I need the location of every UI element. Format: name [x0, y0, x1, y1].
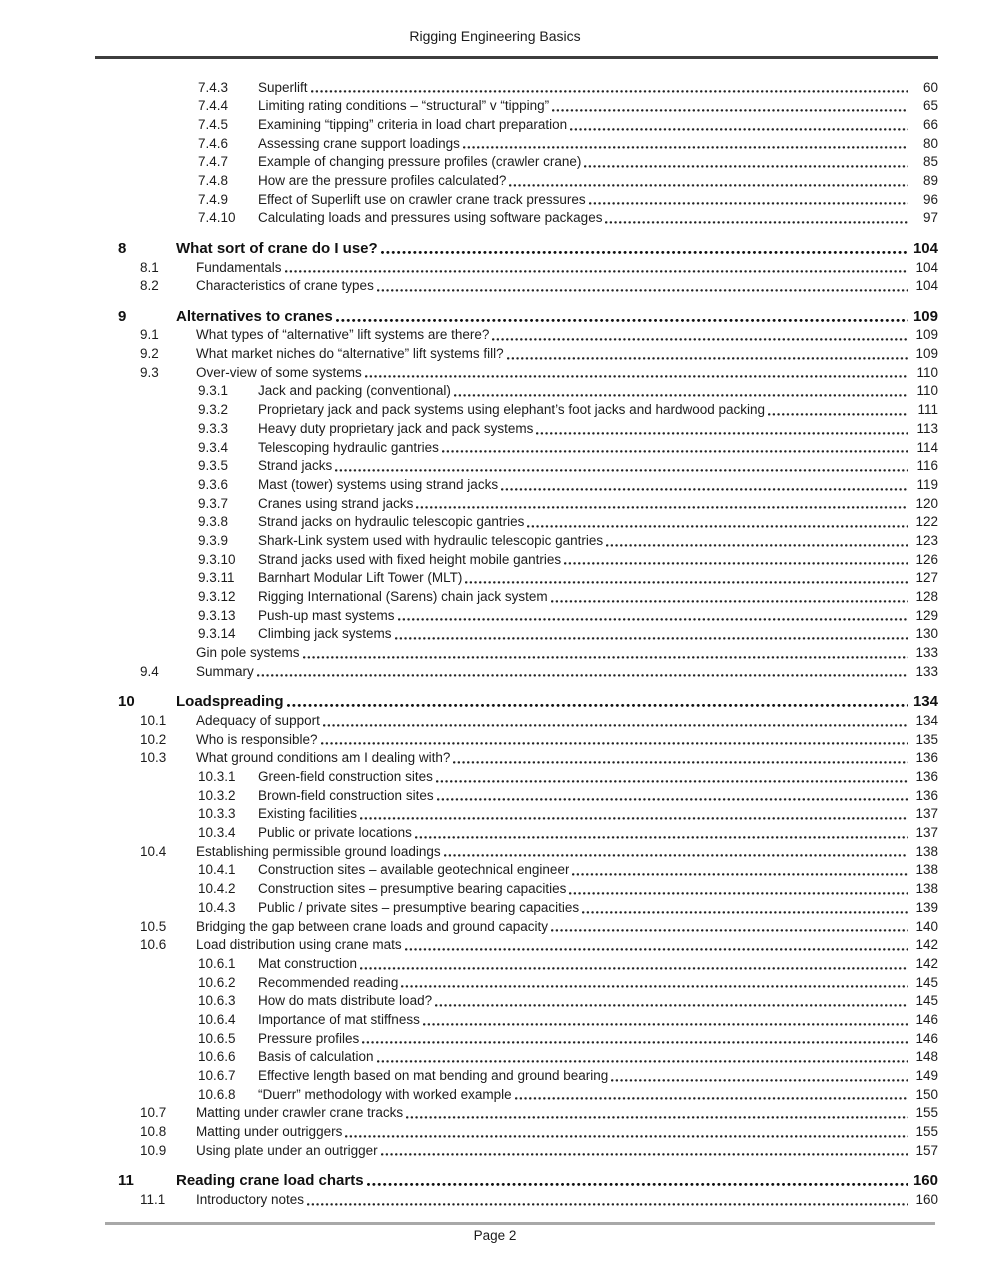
toc-entry-title: Existing facilities [258, 806, 358, 822]
toc-entry-page: 89 [922, 172, 938, 188]
toc-entry-number: 10.3.4 [198, 825, 236, 841]
toc-entry-title: Cranes using strand jacks [258, 495, 414, 511]
toc-entry-page: 142 [915, 937, 938, 953]
dot-leader [336, 318, 908, 323]
dot-leader [311, 89, 908, 94]
toc-entry-number: 10.4.3 [198, 899, 236, 915]
toc-entry-number: 7.4.8 [198, 172, 229, 188]
toc-entry [95, 135, 938, 154]
toc-entry-number: 10.6.5 [198, 1030, 236, 1046]
toc-entry-title: Who is responsible? [196, 731, 318, 747]
toc-entry-title: Matting under outriggers [196, 1124, 343, 1140]
toc-entry-number: 9.3.6 [198, 476, 229, 492]
toc-entry-number: 9.3.10 [198, 551, 236, 567]
toc-entry [95, 172, 938, 191]
toc-entry-title: Public or private locations [258, 825, 412, 841]
dot-leader [307, 1202, 908, 1207]
toc-entry-page: 142 [915, 955, 938, 971]
toc-entry-number: 8.1 [140, 259, 159, 275]
toc-entry-title: Construction sites – available geotechnical engineer [258, 862, 570, 878]
toc-entry-page: 80 [922, 135, 938, 151]
toc-entry-title: Pressure profiles [258, 1030, 360, 1046]
dot-leader [552, 108, 908, 113]
toc-entry [95, 805, 938, 824]
toc-entry-number: 10.6.1 [198, 955, 236, 971]
page-number-footer: Page 2 [473, 1228, 517, 1243]
toc-entry [95, 1104, 938, 1123]
toc-entry [95, 209, 938, 228]
toc-entry-page: 148 [915, 1049, 938, 1065]
toc-entry-number: 10.5 [140, 918, 167, 934]
toc-entry-number: 8 [118, 240, 127, 257]
toc-entry-title: Example of changing pressure profiles (crawler crane) [258, 154, 582, 170]
toc-entry-page: 146 [915, 1030, 938, 1046]
toc-entry-number: 9.3.3 [198, 420, 229, 436]
dot-leader [287, 703, 908, 708]
toc-entry-page: 113 [916, 420, 938, 436]
toc-entry-title: Mat construction [258, 955, 358, 971]
dot-leader [606, 543, 908, 548]
toc-entry [95, 787, 938, 806]
toc-entry-title: Matting under crawler crane tracks [196, 1105, 404, 1121]
toc-entry-page: 137 [915, 825, 938, 841]
toc-entry [95, 382, 938, 401]
toc-entry-page: 114 [916, 439, 938, 455]
toc-entry-title: Adequacy of support [196, 712, 320, 728]
toc-entry [95, 457, 938, 476]
toc-entry-title: Assessing crane support loadings [258, 135, 460, 151]
toc-entry-page: 130 [915, 626, 938, 642]
toc-entry-title: Barnhart Modular Lift Tower (MLT) [258, 570, 463, 586]
toc-entry [95, 880, 938, 899]
dot-leader [436, 779, 908, 784]
toc-entry-page: 136 [915, 750, 938, 766]
toc-entry [95, 1011, 938, 1030]
dot-leader [572, 872, 908, 877]
toc-entry-page: 128 [915, 589, 938, 604]
toc-entry-number: 10.6.2 [198, 974, 236, 990]
toc-entry-page: 155 [915, 1124, 938, 1140]
toc-entry-number: 10.4.2 [198, 881, 236, 897]
dot-leader [582, 910, 908, 915]
toc-entry-number: 10.6.8 [198, 1086, 236, 1102]
toc-entry-title: Importance of mat stiffness [258, 1011, 420, 1027]
toc-entry-page: 138 [915, 862, 938, 878]
toc-entry-page: 104 [915, 278, 938, 294]
toc-entry-number: 9.3.7 [198, 495, 229, 511]
toc-entry-title: Green-field construction sites [258, 769, 433, 784]
toc-entry-number: 9.2 [140, 346, 159, 362]
toc-entry-number: 7.4.9 [198, 191, 229, 207]
toc-entry [95, 532, 938, 551]
toc-entry [95, 1030, 938, 1049]
toc-entry-number: 9.3.4 [198, 439, 229, 455]
dot-leader [507, 356, 908, 361]
toc-entry-number: 10.7 [140, 1105, 167, 1121]
dot-leader [321, 741, 908, 746]
toc-entry [95, 1067, 938, 1086]
dot-leader [362, 1040, 908, 1045]
toc-entry-title: How do mats distribute load? [258, 993, 433, 1009]
toc-entry-page: 140 [915, 918, 938, 934]
dot-leader [453, 760, 908, 765]
toc-entry-number: 9.3.12 [198, 589, 236, 604]
dot-leader [509, 183, 908, 188]
dot-leader [515, 1096, 908, 1101]
dot-leader [465, 580, 908, 585]
toc-entry [95, 1142, 938, 1161]
toc-entry [95, 326, 938, 345]
toc-entry-number: 10.1 [140, 712, 167, 728]
dot-leader [365, 374, 908, 379]
toc-entry [95, 307, 938, 327]
toc-entry-page: 129 [915, 607, 938, 623]
toc-entry [95, 974, 938, 993]
toc-entry [95, 899, 938, 918]
toc-entry-title: Public / private sites – presumptive bearing capacities [258, 899, 580, 915]
dot-leader [463, 145, 908, 150]
dot-leader [360, 966, 908, 971]
toc-entry-title: Strand jacks used with fixed height mobile gantries [258, 551, 562, 567]
toc-entry [95, 712, 938, 731]
toc-entry [95, 364, 938, 383]
toc-entry [95, 476, 938, 495]
dot-leader [536, 431, 908, 436]
dot-leader [768, 412, 908, 417]
toc-entry-title: What market niches do “alternative” lift systems fill? [196, 346, 504, 362]
toc-entry-title: Strand jacks [258, 458, 333, 474]
toc-entry-title: What types of “alternative” lift systems are there? [196, 327, 490, 343]
toc-entry-page: 134 [915, 712, 938, 728]
toc-entry [95, 644, 938, 663]
toc-entry [95, 1123, 938, 1142]
dot-leader [435, 1003, 908, 1008]
dot-leader [437, 797, 908, 802]
toc-entry-page: 135 [915, 731, 938, 747]
toc-entry-title: Telescoping hydraulic gantries [258, 439, 439, 455]
toc-entry [95, 277, 938, 296]
toc-entry-title: Proprietary jack and pack systems using elephant’s foot jacks and hardwood packing [258, 402, 766, 418]
dot-leader [423, 1022, 908, 1027]
toc-entry-title: Effective length based on mat bending and ground bearing [258, 1068, 609, 1083]
dot-leader [570, 127, 908, 132]
toc-entry-page: 97 [922, 210, 938, 226]
toc-entry [95, 692, 938, 712]
toc-entry-title: Loadspreading [176, 693, 284, 711]
toc-entry-title: “Duerr” methodology with worked example [258, 1086, 512, 1102]
toc-entry [95, 79, 938, 98]
dot-leader [406, 1115, 908, 1120]
toc-entry-title: Characteristics of crane types [196, 278, 374, 294]
dot-leader [377, 288, 908, 293]
toc-entry-title: Climbing jack systems [258, 626, 392, 642]
dot-leader [285, 269, 908, 274]
toc-entry [95, 116, 938, 135]
dot-leader [377, 1059, 908, 1064]
toc-entry-title: What sort of crane do I use? [176, 240, 378, 257]
toc-entry-title: Load distribution using crane mats [196, 937, 402, 953]
toc-entry-number: 7.4.6 [198, 135, 229, 151]
toc-entry [95, 918, 938, 937]
toc-entry-title: Gin pole systems [196, 645, 300, 661]
toc-entry-number: 7.4.4 [198, 98, 229, 114]
toc-entry [95, 439, 938, 458]
toc-entry [95, 843, 938, 862]
toc-entry-title: Mast (tower) systems using strand jacks [258, 476, 499, 492]
toc-entry-page: 110 [916, 364, 938, 380]
toc-entry [95, 588, 938, 607]
toc-entry-page: 109 [915, 346, 938, 362]
toc-entry-page: 122 [915, 514, 938, 530]
dot-leader [367, 1182, 908, 1187]
toc-entry [95, 749, 938, 768]
toc-entry-page: 119 [916, 476, 938, 492]
dot-leader [398, 617, 908, 622]
toc-entry-page: 104 [912, 240, 938, 257]
toc-entry-number: 9.3.9 [198, 532, 229, 548]
toc-entry [95, 191, 938, 210]
toc-entry-number: 9.3.2 [198, 402, 229, 418]
dot-leader [589, 201, 908, 206]
dot-leader [381, 250, 908, 255]
toc-entry-title: Calculating loads and pressures using software packages [258, 210, 603, 226]
dot-leader [551, 599, 908, 604]
toc-entry [95, 607, 938, 626]
dot-leader [454, 393, 908, 398]
toc-entry [95, 153, 938, 172]
dot-leader [569, 891, 908, 896]
toc-entry-title: Limiting rating conditions – “structural” v “tipping” [258, 98, 550, 114]
running-header-title: Rigging Engineering Basics [409, 28, 581, 44]
toc-entry-title: Fundamentals [196, 259, 282, 275]
toc-entry-number: 9.3.14 [198, 626, 236, 642]
toc-entry-number: 9.3 [140, 364, 159, 380]
toc-entry-page: 150 [915, 1086, 938, 1102]
toc-entry-title: Reading crane load charts [176, 1172, 364, 1190]
toc-entry-page: 133 [915, 645, 938, 661]
table-of-contents [95, 79, 938, 1210]
toc-entry-page: 134 [912, 693, 938, 711]
toc-entry-page: 60 [922, 79, 938, 95]
dot-leader [527, 524, 908, 529]
toc-entry-number: 10.3 [140, 750, 167, 766]
footer-rule [105, 1222, 935, 1225]
toc-entry-page: 104 [915, 259, 938, 275]
toc-entry [95, 420, 938, 439]
dot-leader [395, 636, 908, 641]
toc-entry-page: 116 [916, 458, 938, 474]
toc-entry-number: 9.3.13 [198, 607, 236, 623]
toc-entry-page: 85 [922, 154, 938, 170]
toc-entry-page: 146 [915, 1011, 938, 1027]
dot-leader [442, 449, 908, 454]
toc-entry-page: 133 [915, 663, 938, 679]
toc-entry-number: 10.6.7 [198, 1068, 236, 1083]
toc-entry-title: Rigging International (Sarens) chain jack system [258, 589, 548, 604]
dot-leader [323, 723, 908, 728]
toc-entry-page: 160 [915, 1191, 938, 1207]
dot-leader [335, 468, 908, 473]
dot-leader [551, 928, 908, 933]
dot-leader [611, 1078, 908, 1083]
toc-entry-title: Recommended reading [258, 974, 399, 990]
toc-entry-number: 10 [118, 693, 135, 711]
toc-entry-page: 160 [912, 1172, 938, 1190]
toc-entry-number: 11.1 [140, 1191, 166, 1207]
dot-leader [303, 655, 908, 660]
toc-entry-page: 65 [922, 98, 938, 114]
toc-entry [95, 551, 938, 570]
toc-entry-title: Effect of Superlift use on crawler crane track pressures [258, 191, 586, 207]
toc-entry-page: 157 [915, 1142, 938, 1158]
toc-entry-number: 10.9 [140, 1142, 167, 1158]
toc-entry [95, 345, 938, 364]
toc-entry-number: 7.4.5 [198, 116, 229, 132]
toc-entry-title: Jack and packing (conventional) [258, 383, 451, 399]
toc-entry-number: 10.3.1 [198, 769, 236, 784]
toc-entry-number: 10.6 [140, 937, 167, 953]
toc-entry-page: 66 [922, 116, 938, 132]
toc-entry [95, 513, 938, 532]
toc-entry [95, 97, 938, 116]
toc-entry [95, 239, 938, 259]
toc-entry-number: 9.4 [140, 663, 159, 679]
toc-entry [95, 768, 938, 787]
toc-entry [95, 1048, 938, 1067]
toc-entry-title: Brown-field construction sites [258, 787, 434, 803]
toc-entry-number: 7.4.10 [198, 210, 236, 226]
toc-entry [95, 992, 938, 1011]
toc-entry-title: Construction sites – presumptive bearing capacities [258, 881, 567, 897]
toc-entry-number: 10.2 [140, 731, 167, 747]
toc-entry-page: 139 [915, 899, 938, 915]
toc-entry [95, 861, 938, 880]
toc-entry [95, 625, 938, 644]
toc-entry-title: Push-up mast systems [258, 607, 395, 623]
toc-entry-number: 9.3.1 [198, 383, 229, 399]
toc-entry-number: 9.3.11 [198, 570, 235, 586]
toc-entry [95, 1191, 938, 1210]
toc-entry-title: Alternatives to cranes [176, 307, 333, 325]
toc-entry-page: 123 [915, 532, 938, 548]
toc-entry-title: Bridging the gap between crane loads and ground capacity [196, 918, 548, 934]
toc-entry-number: 10.4.1 [198, 862, 236, 878]
toc-entry-page: 137 [915, 806, 938, 822]
toc-entry-number: 10.3.2 [198, 787, 236, 803]
toc-entry-number: 11 [118, 1172, 134, 1190]
toc-entry-number: 10.6.3 [198, 993, 236, 1009]
toc-entry-title: Using plate under an outrigger [196, 1142, 378, 1158]
toc-entry-number: 10.3.3 [198, 806, 236, 822]
dot-leader [564, 561, 908, 566]
toc-entry-number: 9.1 [140, 327, 159, 343]
toc-entry-page: 120 [915, 495, 938, 511]
toc-entry-page: 96 [922, 191, 938, 207]
toc-entry-number: 8.2 [140, 278, 159, 294]
toc-entry [95, 401, 938, 420]
toc-entry-number: 10.4 [140, 843, 167, 859]
toc-entry-page: 109 [912, 307, 938, 325]
toc-entry-number: 9.3.5 [198, 458, 229, 474]
toc-entry [95, 569, 938, 588]
toc-entry-page: 126 [915, 551, 938, 567]
toc-entry-number: 7.4.7 [198, 154, 229, 170]
toc-entry-title: Basis of calculation [258, 1049, 374, 1065]
toc-entry-title: Over-view of some systems [196, 364, 362, 380]
toc-entry-number: 10.6.4 [198, 1011, 236, 1027]
toc-entry-page: 109 [915, 327, 938, 343]
toc-entry-number: 7.4.3 [198, 79, 229, 95]
toc-entry [95, 1171, 938, 1191]
header-rule [95, 56, 938, 59]
dot-leader [605, 220, 908, 225]
toc-entry-page: 111 [917, 402, 938, 418]
toc-entry [95, 824, 938, 843]
dot-leader [401, 984, 908, 989]
dot-leader [444, 853, 908, 858]
dot-leader [381, 1152, 908, 1157]
toc-entry-number: 9.3.8 [198, 514, 229, 530]
dot-leader [257, 673, 908, 678]
toc-entry-title: Introductory notes [196, 1191, 305, 1207]
toc-entry-title: Summary [196, 663, 254, 679]
dot-leader [492, 337, 908, 342]
toc-entry-page: 145 [915, 974, 938, 990]
dot-leader [501, 487, 908, 492]
toc-entry [95, 731, 938, 750]
toc-entry-number: 10.6.6 [198, 1049, 236, 1065]
toc-entry-page: 136 [915, 769, 938, 784]
dot-leader [345, 1134, 908, 1139]
dot-leader [415, 835, 908, 840]
toc-entry-page: 127 [915, 570, 938, 586]
toc-entry [95, 1086, 938, 1105]
toc-entry-page: 136 [915, 787, 938, 803]
toc-entry-page: 145 [915, 993, 938, 1009]
dot-leader [584, 164, 908, 169]
dot-leader [405, 947, 908, 952]
toc-entry-page: 138 [915, 843, 938, 859]
toc-entry-title: Shark-Link system used with hydraulic telescopic gantries [258, 532, 604, 548]
toc-entry-title: Superlift [258, 79, 308, 95]
toc-entry-title: Examining “tipping” criteria in load chart preparation [258, 116, 568, 132]
toc-entry-title: What ground conditions am I dealing with? [196, 750, 451, 766]
toc-entry-title: Establishing permissible ground loadings [196, 843, 441, 859]
toc-entry [95, 495, 938, 514]
toc-entry-page: 149 [915, 1068, 938, 1083]
toc-entry [95, 955, 938, 974]
toc-entry-page: 110 [916, 383, 938, 399]
dot-leader [360, 816, 908, 821]
toc-entry-title: Strand jacks on hydraulic telescopic gantries [258, 514, 525, 530]
toc-entry [95, 259, 938, 278]
toc-entry [95, 936, 938, 955]
toc-entry-title: How are the pressure profiles calculated? [258, 172, 507, 188]
toc-entry-page: 155 [915, 1105, 938, 1121]
toc-entry-page: 138 [915, 881, 938, 897]
toc-entry-title: Heavy duty proprietary jack and pack systems [258, 420, 534, 436]
toc-entry-number: 10.8 [140, 1124, 167, 1140]
toc-entry-number: 9 [118, 307, 127, 325]
dot-leader [416, 505, 908, 510]
toc-entry [95, 663, 938, 682]
